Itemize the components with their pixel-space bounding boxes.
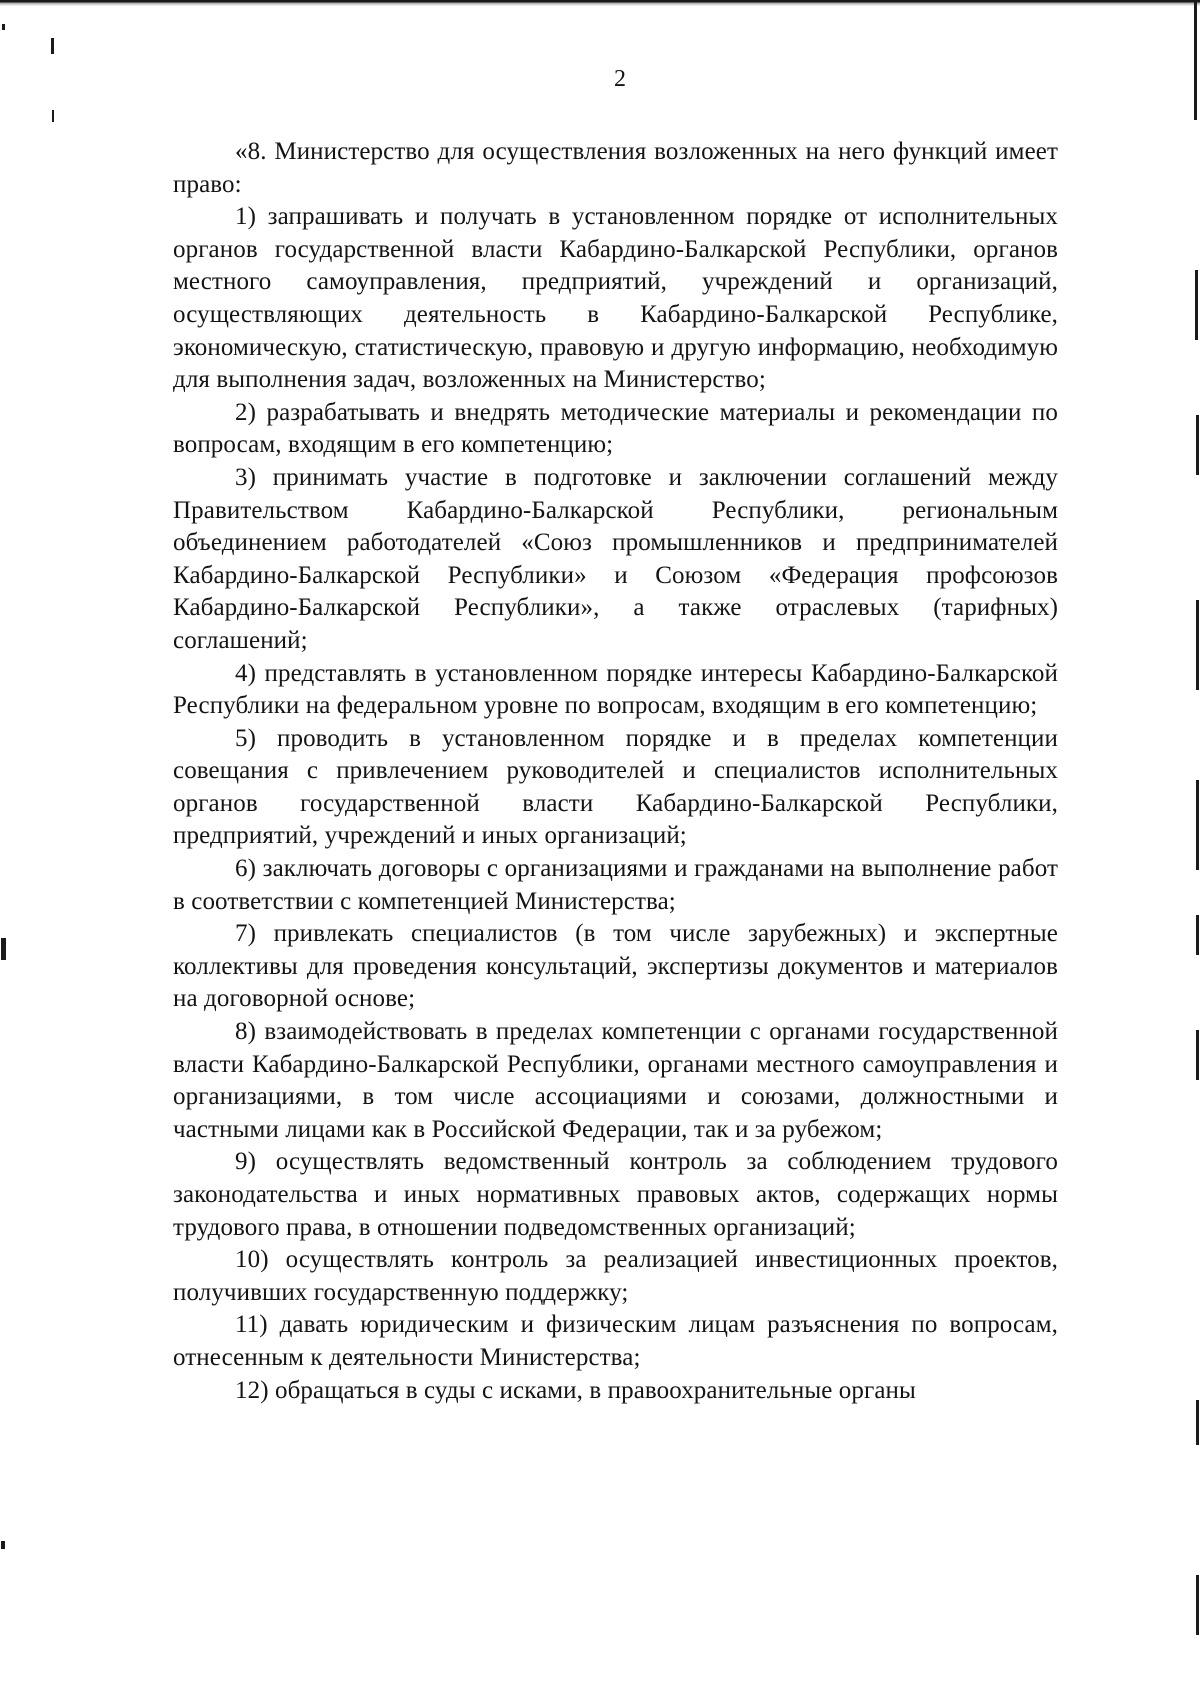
page-number: 2	[614, 66, 626, 92]
scan-artifact-right-3	[1196, 415, 1199, 475]
document-body	[173, 136, 1058, 1407]
paragraph-item-1: 1) запрашивать и получать в установленном порядке от исполнительных органов государственной власти Кабардино-Балкарской Республики, органов местного самоуправления, предприятий, учреждений и организаций, осуществляющих деятельность в Кабардино-Балкарской Республике, экономическую, статистическую, правовую и другую информацию, необходимую для выполнения задач, возложенных на Министерство;	[173, 203, 1058, 394]
paragraph-item-9: 9) осуществлять ведомственный контроль за соблюдением трудового законодательства и иных нормативных правовых актов, содержащих нормы трудового права, в отношении подведомственных организаций;	[173, 1148, 1058, 1241]
scan-artifact-left-1	[2, 24, 5, 30]
paragraph-item-11: 11) давать юридическим и физическим лицам разъяснения по вопросам, отнесенным к деятельности Министерства;	[173, 1311, 1058, 1371]
paragraph-item-5: 5) проводить в установленном порядке и в пределах компетенции совещания с привлечением руководителей и специалистов исполнительных органов государственной власти Кабардино-Балкарской Республики, предприятий, учреждений и иных организаций;	[173, 724, 1058, 850]
scan-artifact-right-2	[1195, 270, 1198, 340]
paragraph-item-3: 3) принимать участие в подготовке и заключении соглашений между Правительством Кабардино-Балкарской Республики, региональным объединением работодателей «Союз промышленников и предпринимателей Кабардино-Балкарской Республики» и Союзом «Федерация профсоюзов Кабардино-Балкарской Республики», а также отраслевых (тарифных) соглашений;	[173, 463, 1058, 654]
paragraph-item-6: 6) заключать договоры с организациями и гражданами на выполнение работ в соответствии с компетенцией Министерства;	[173, 855, 1058, 915]
paragraph-item-12: 12) обращаться в суды с исками, в правоохранительные органы	[235, 1376, 916, 1404]
scan-top-edge	[0, 0, 1200, 10]
paragraph-item-7: 7) привлекать специалистов (в том числе зарубежных) и экспертные коллективы для проведения консультаций, экспертизы документов и материалов на договорной основе;	[173, 920, 1058, 1013]
scan-artifact-right-1	[1194, 0, 1197, 120]
paragraph-intro: «8. Министерство для осуществления возложенных на него функций имеет право:	[173, 138, 1058, 198]
scan-artifact-left-3	[52, 110, 54, 122]
scan-artifact-right-9	[1196, 1575, 1199, 1635]
scan-artifact-right-5	[1196, 780, 1199, 870]
scan-artifact-right-4	[1196, 600, 1199, 690]
paragraph-item-2: 2) разрабатывать и внедрять методические материалы и рекомендации по вопросам, входящим в его компетенцию;	[173, 398, 1058, 459]
paragraph-item-10: 10) осуществлять контроль за реализацией инвестиционных проектов, получивших государственную поддержку;	[173, 1246, 1058, 1306]
paragraph-item-8: 8) взаимодействовать в пределах компетенции с органами государственной власти Кабардино-Балкарской Республики, органами местного самоуправления и организациями, в том числе ассоциациями и союзами, должностными и частными лицами как в Российской Федерации, так и за рубежом;	[173, 1018, 1058, 1143]
scan-artifact-left-5	[1, 1541, 5, 1549]
scan-artifact-right-8	[1196, 1400, 1199, 1445]
scan-artifact-right-7	[1196, 1030, 1199, 1080]
paragraph-item-4: 4) представлять в установленном порядке интересы Кабардино-Балкарской Республики на федеральном уровне по вопросам, входящим в его компетенцию;	[173, 659, 1058, 720]
scan-artifact-left-2	[51, 38, 54, 54]
scan-artifact-left-4	[1, 938, 6, 960]
scan-artifact-right-6	[1196, 915, 1199, 955]
